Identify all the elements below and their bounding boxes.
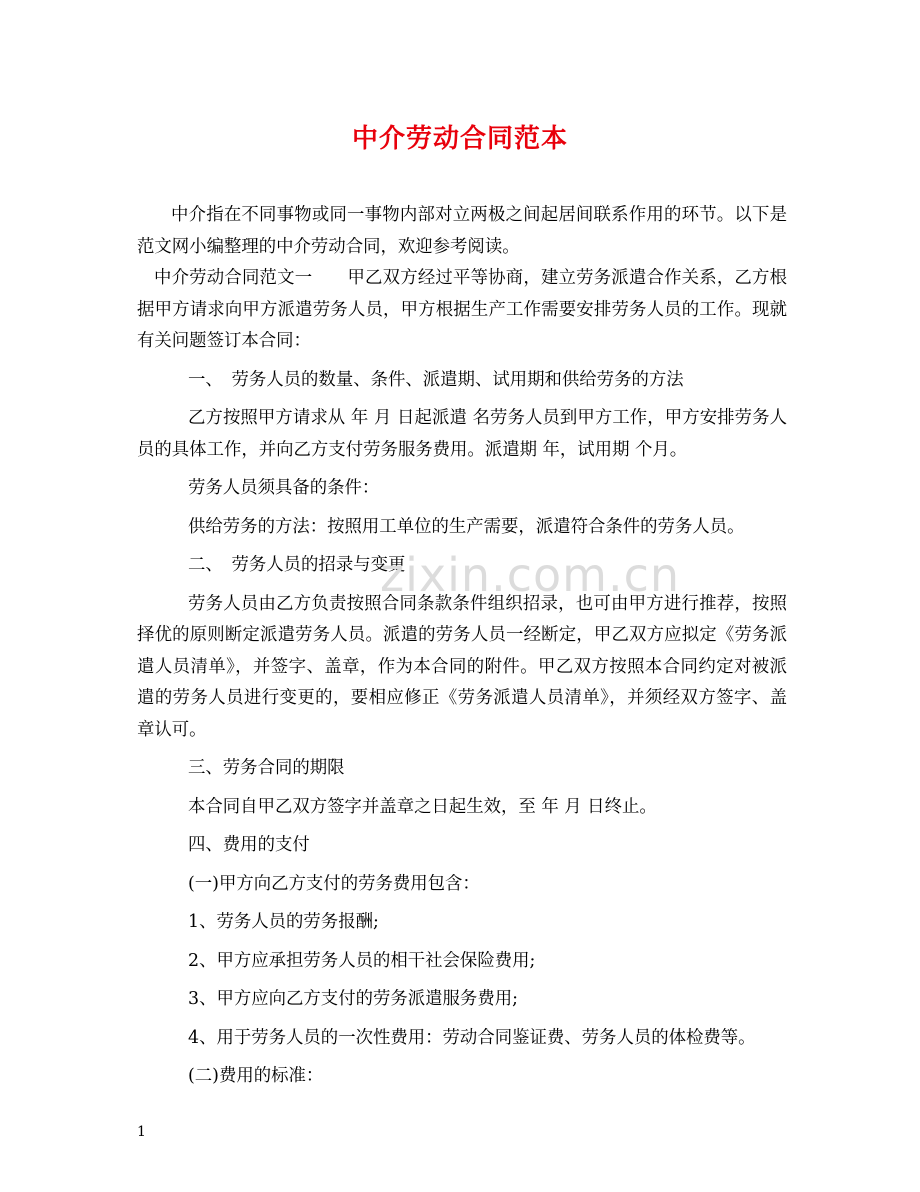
- paragraph: 供给劳务的方法：按照用工单位的生产需要，派遣符合条件的劳务人员。: [188, 516, 745, 537]
- paragraph: (一)甲方向乙方支付的劳务费用包含：: [188, 873, 480, 894]
- paragraph: (二)费用的标准：: [188, 1066, 324, 1086]
- paragraph: 乙方按照甲方请求从 年 月 日起派遣 名劳务人员到甲方工作，甲方安排劳务人员的具体工作，并向乙方支付劳务服务费用。派遣期 年，试用期 个月。: [137, 408, 787, 460]
- section-heading-2: 二、 劳务人员的招录与变更: [188, 555, 406, 575]
- section-heading-4: 四、费用的支付: [188, 835, 310, 855]
- watermark: zixin.com.cn: [380, 548, 681, 602]
- paragraph: 本合同自甲乙双方签字并盖章之日起生效，至 年 月 日终止。: [188, 796, 657, 817]
- page-number: 1: [137, 1124, 146, 1140]
- document-title: 中介劳动合同范本: [351, 124, 568, 154]
- list-item: 4、用于劳务人员的一次性费用：劳动合同鉴证费、劳务人员的体检费等。: [188, 1027, 756, 1048]
- section-heading-1: 一、 劳务人员的数量、条件、派遣期、试用期和供给劳务的方法: [188, 369, 684, 390]
- paragraph: 劳务人员由乙方负责按照合同条款条件组织招录，也可由甲方进行推荐，按照择优的原则断定派遣劳务人员。派遣的劳务人员一经断定，甲乙双方应拟定《劳务派遣人员清单》，并签字、盖章，作为本合同的附件。甲乙双方按照本合同约定对被派遣的劳务人员进行变更的，要相应修正《劳务派遣人员清单》，并须经双方签字、盖章认可。: [137, 593, 787, 740]
- list-item: 2、甲方应承担劳务人员的相干社会保险费用;: [188, 950, 536, 971]
- list-item: 1、劳务人员的劳务报酬;: [188, 912, 379, 932]
- section-heading-3: 三、劳务合同的期限: [188, 758, 345, 778]
- paragraph-intro: 中介指在不同事物或同一事物内部对立两极之间起居间联系作用的环节。以下是范文网小编整理的中介劳动合同，欢迎参考阅读。: [137, 205, 787, 257]
- paragraph-sample-one: 中介劳动合同范文一 甲乙双方经过平等协商，建立劳务派遣合作关系，乙方根据甲方请求向甲方派遣劳务人员，甲方根据生产工作需要安排劳务人员的工作。现就有关问题签订本合同：: [137, 268, 787, 351]
- document-body: [137, 200, 787, 1093]
- paragraph: 劳务人员须具备的条件：: [188, 478, 380, 498]
- list-item: 3、甲方应向乙方支付的劳务派遣服务费用;: [188, 989, 518, 1009]
